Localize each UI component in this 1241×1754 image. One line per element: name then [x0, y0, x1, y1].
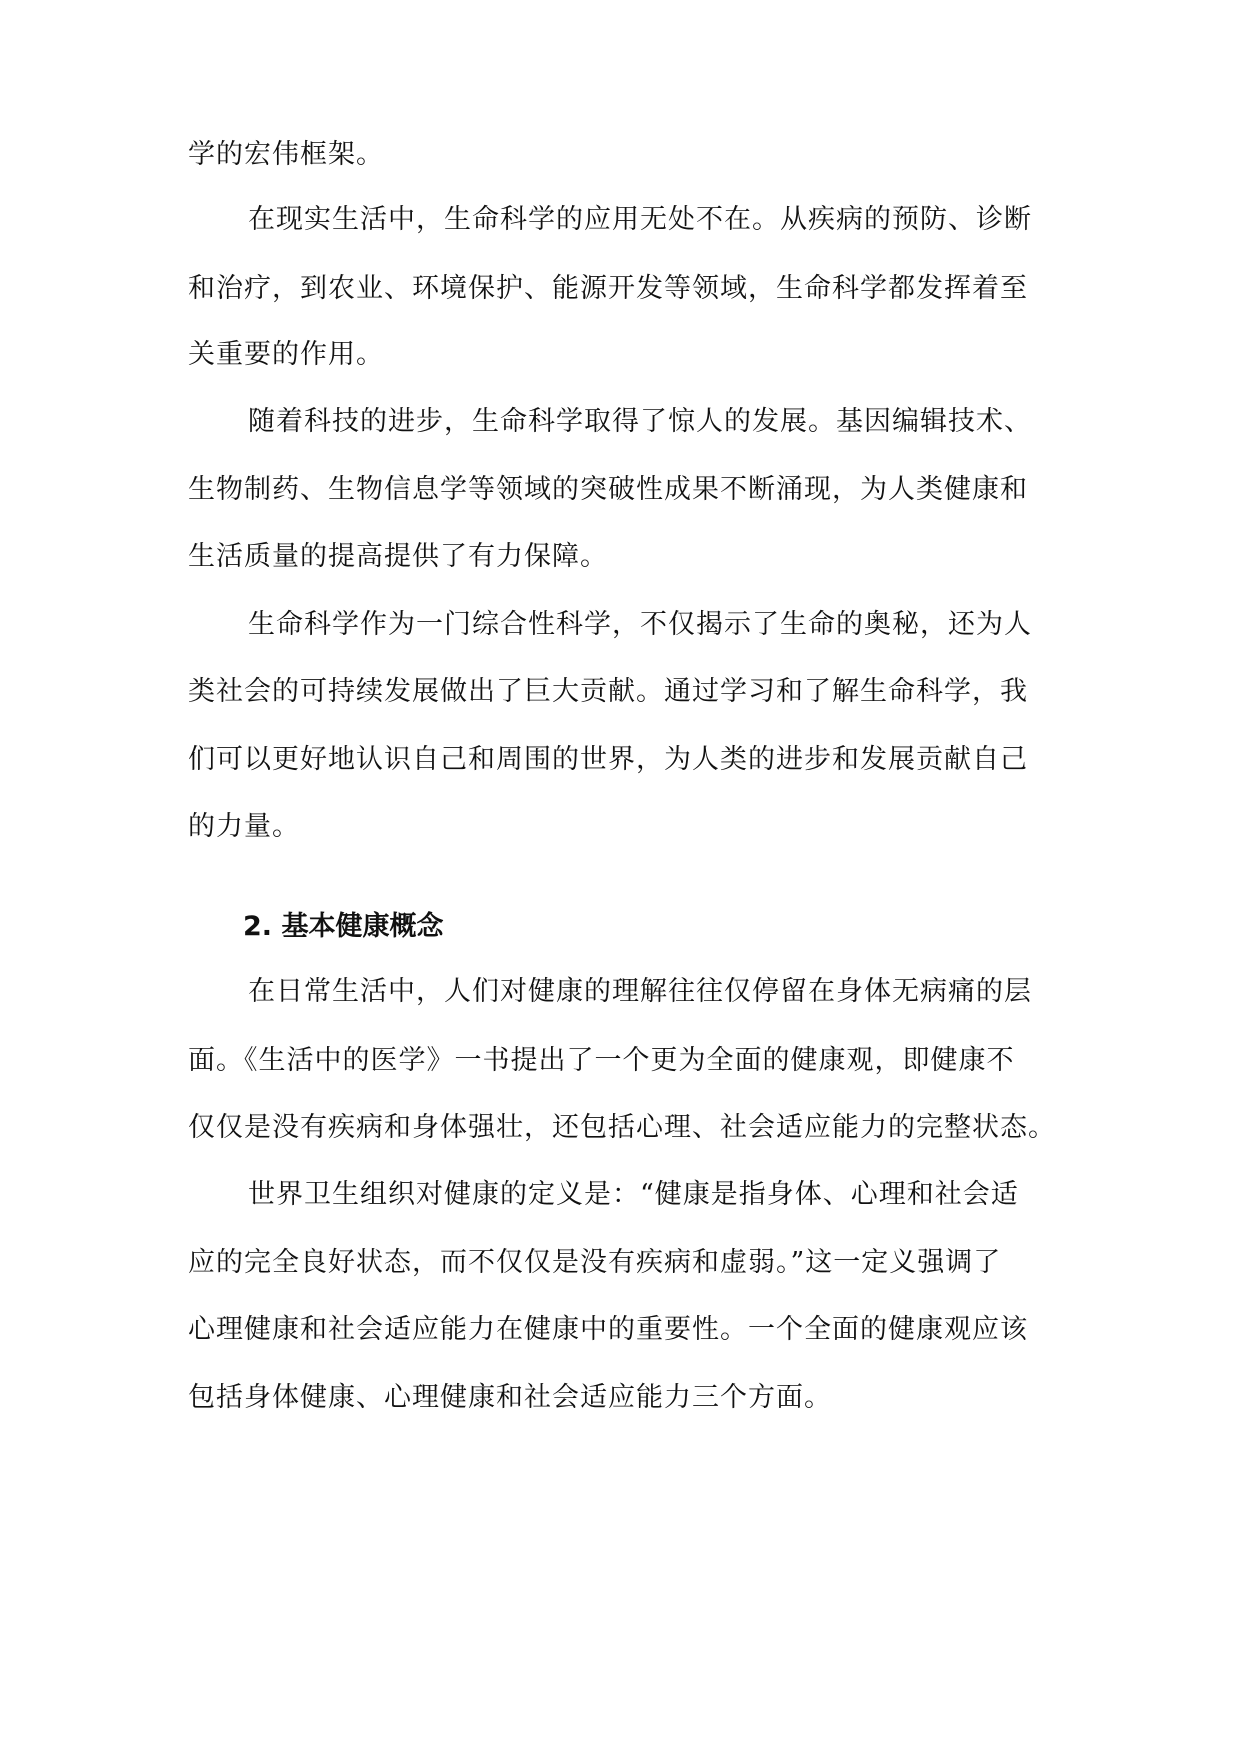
paragraph-line: 和治疗，到农业、环境保护、能源开发等领域，生命科学都发挥着至: [188, 273, 1028, 304]
paragraph-line: 的力量。: [188, 811, 300, 842]
paragraph-line: 学的宏伟框架。: [188, 139, 384, 170]
paragraph-line: 世界卫生组织对健康的定义是：“健康是指身体、心理和社会适: [248, 1179, 1019, 1210]
paragraph-line: 关重要的作用。: [188, 339, 384, 370]
paragraph-line: 面。《生活中的医学》一书提出了一个更为全面的健康观，即健康不: [188, 1045, 1015, 1076]
paragraph-line: 在日常生活中，人们对健康的理解往往仅停留在身体无病痛的层: [248, 976, 1032, 1007]
paragraph-line: 类社会的可持续发展做出了巨大贡献。通过学习和了解生命科学，我: [188, 676, 1028, 707]
paragraph-line: 应的完全良好状态，而不仅仅是没有疾病和虚弱。”这一定义强调了: [188, 1247, 1002, 1278]
paragraph-line: 生命科学作为一门综合性科学，不仅揭示了生命的奥秘，还为人: [248, 609, 1032, 640]
paragraph-line: 们可以更好地认识自己和周围的世界，为人类的进步和发展贡献自己: [188, 744, 1028, 775]
paragraph-line: 随着科技的进步，生命科学取得了惊人的发展。基因编辑技术、: [248, 406, 1032, 437]
paragraph-line: 生活质量的提高提供了有力保障。: [188, 541, 608, 572]
paragraph-line: 生物制药、生物信息学等领域的突破性成果不断涌现，为人类健康和: [188, 474, 1028, 505]
paragraph-line: 仅仅是没有疾病和身体强壮，还包括心理、社会适应能力的完整状态。: [188, 1112, 1056, 1143]
paragraph-line: 包括身体健康、心理健康和社会适应能力三个方面。: [188, 1382, 832, 1413]
paragraph-line: 心理健康和社会适应能力在健康中的重要性。一个全面的健康观应该: [188, 1314, 1028, 1345]
paragraph-line: 在现实生活中，生命科学的应用无处不在。从疾病的预防、诊断: [248, 204, 1032, 235]
section-heading: 2. 基本健康概念: [243, 911, 444, 942]
